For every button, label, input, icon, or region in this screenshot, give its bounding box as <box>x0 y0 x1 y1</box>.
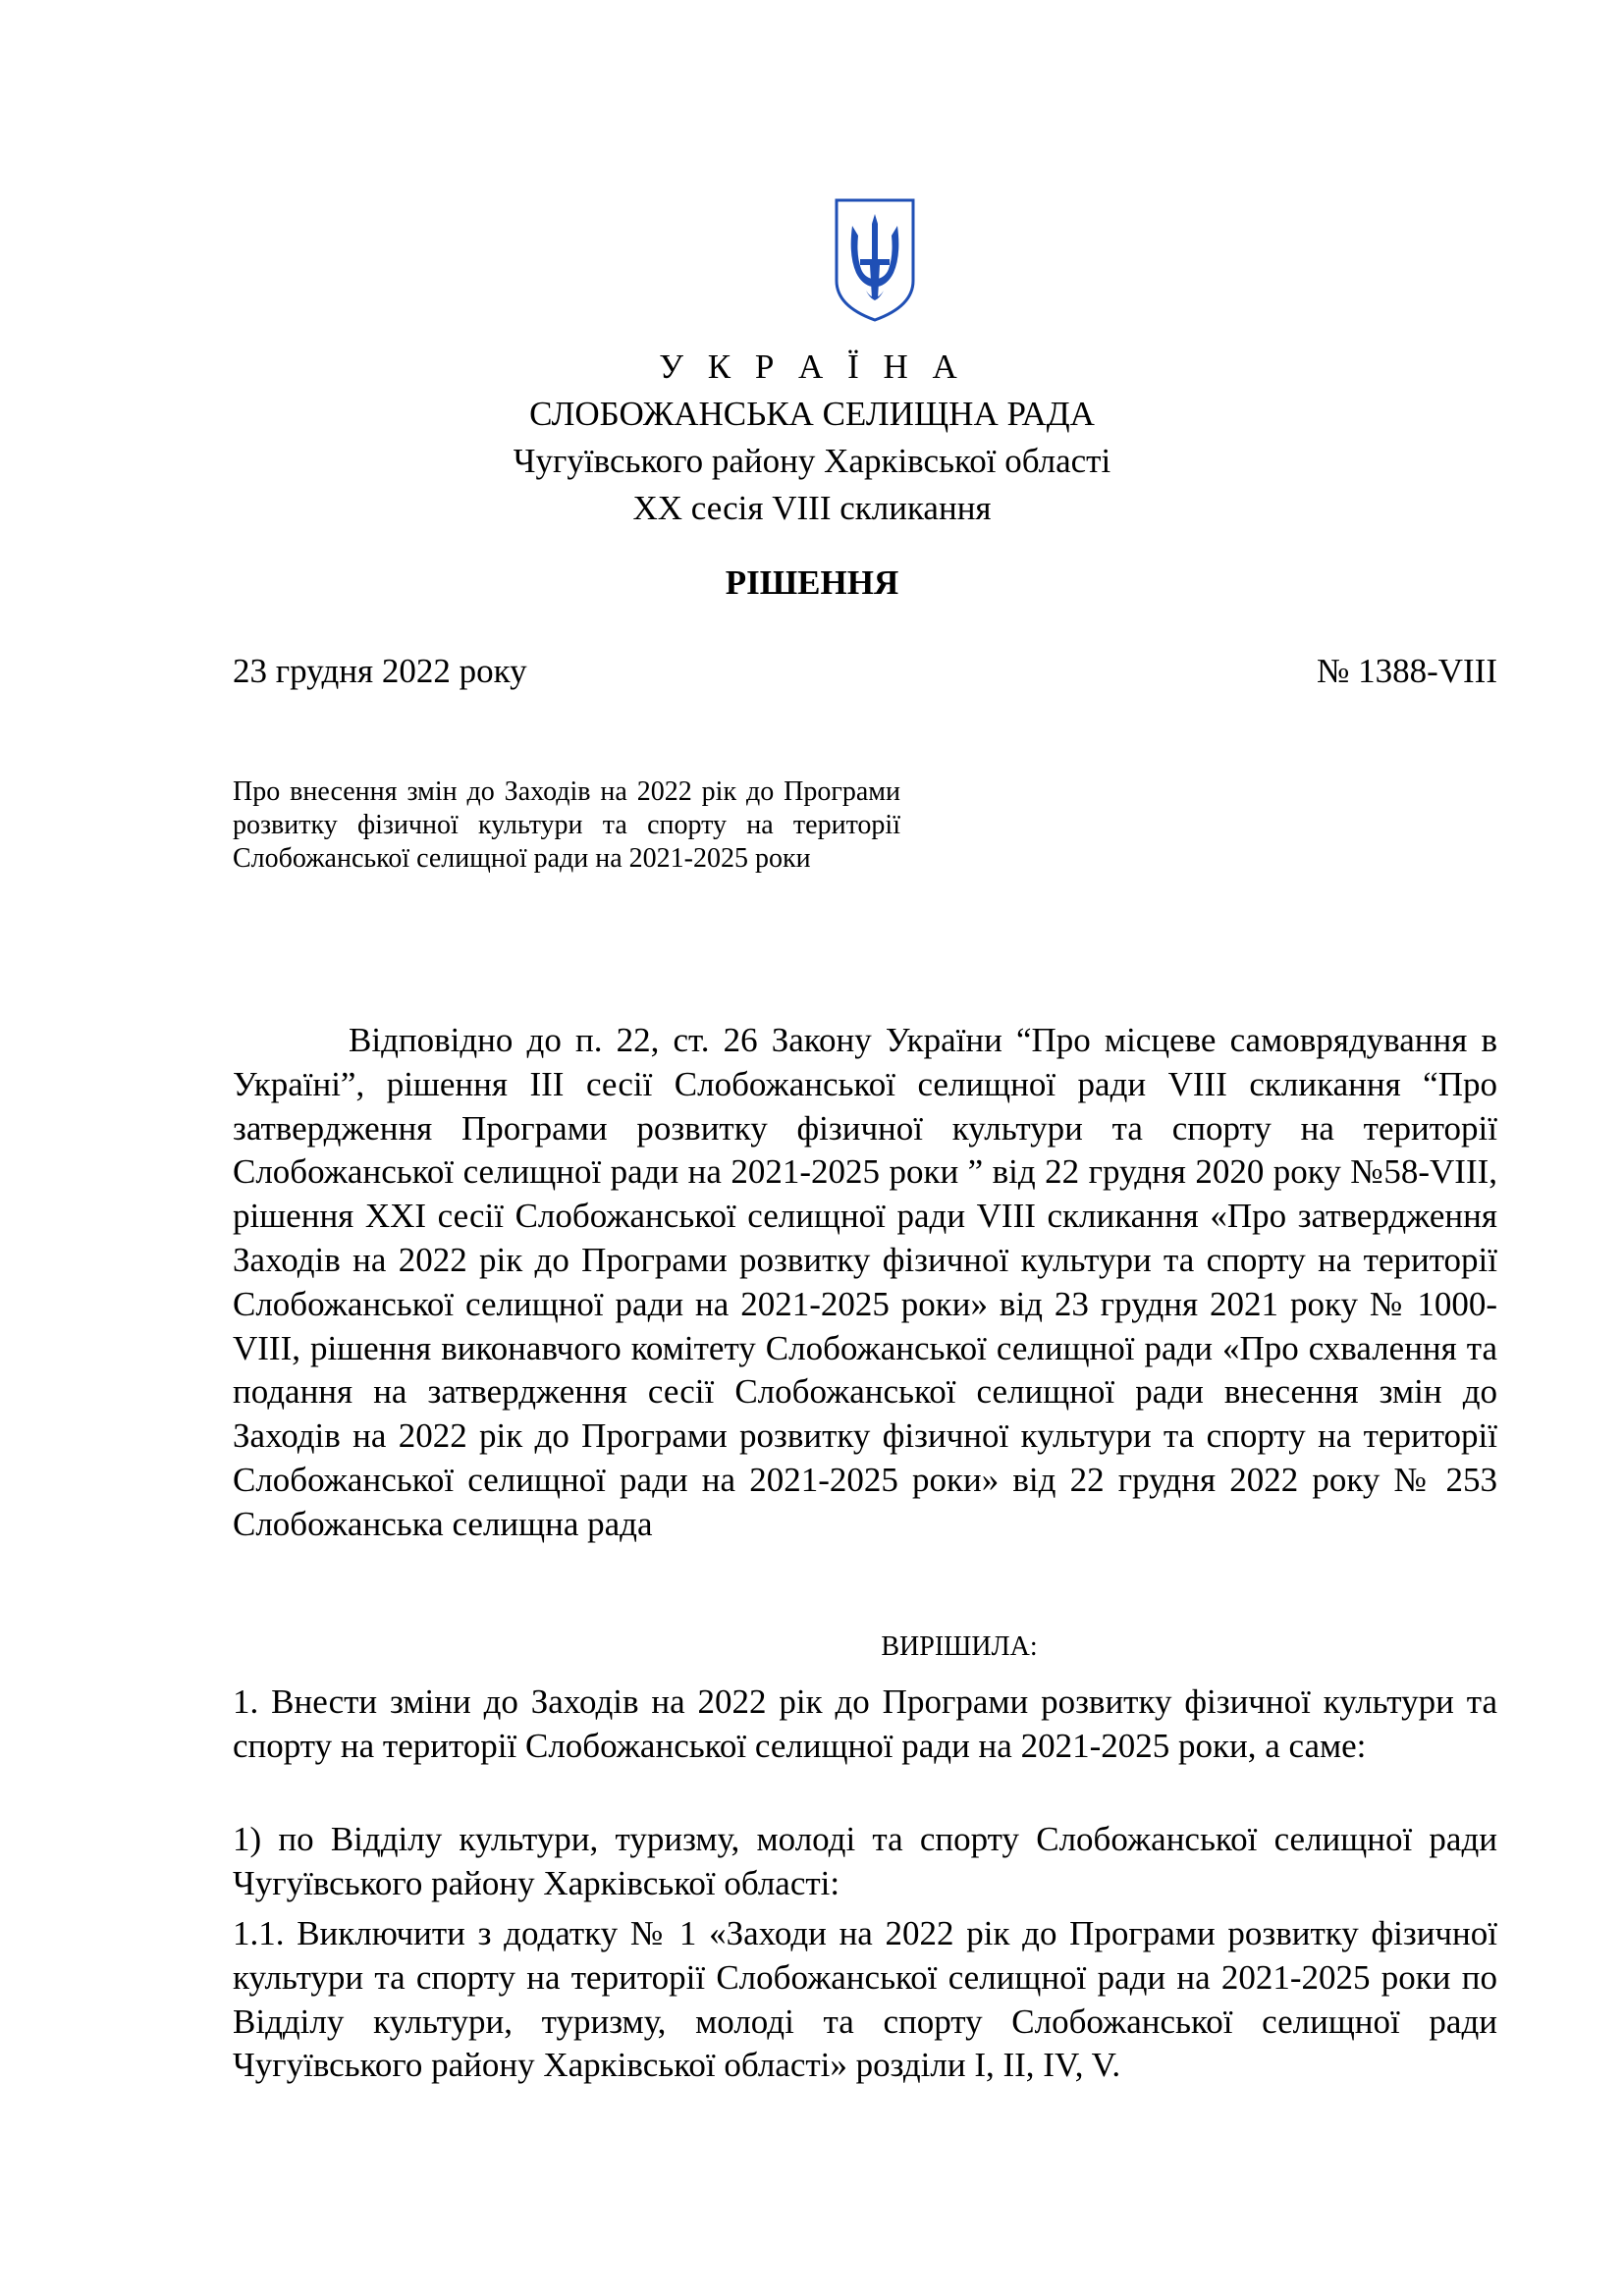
resolution-item-1: 1. Внести зміни до Заходів на 2022 рік до Програми розвитку фізичної культури та спорту на території Слобожанської селищної ради на 2021-2025 роки, а саме: <box>233 1682 1497 1765</box>
decision-number: № 1388-VIII <box>1316 652 1497 690</box>
resolution-item-1-1: 1) по Відділу культури, туризму, молоді та спорту Слобожанської селищної ради Чугуївського району Харківської області: <box>233 1820 1497 1902</box>
country-name: У К Р А Ї Н А <box>659 347 965 386</box>
decided-label: ВИРІШИЛА: <box>881 1631 1038 1662</box>
document-header <box>0 344 1624 532</box>
decision-date: 23 грудня 2022 року <box>233 652 527 690</box>
decision-subject: Про внесення змін до Заходів на 2022 рік до Програми розвитку фізичної культури та спорту на території Слобожанської селищної ради на 2021-2025 роки <box>233 776 900 874</box>
session-info: XX сесія VIII скликання <box>632 489 992 527</box>
council-name: СЛОБОЖАНСЬКА СЕЛИЩНА РАДА <box>529 395 1095 433</box>
preamble-paragraph: Відповідно до п. 22, ст. 26 Закону України “Про місцеве самоврядування в Україні”, рішення ІІІ сесії Слобожанської селищної ради VIII скликання “Про затвердження Програми розвитку фізичної культури та спорту на території Слобожанської селищної ради на 2021-2025 роки ” від 22 грудня 2020 року №58-VIII, рішення XXI сесії Слобожанської селищної ради VIII скликання «Про затвердження Заходів на 2022 рік до Програми розвитку фізичної культури та спорту на території Слобожанської селищної ради на 2021-2025 роки» від 23 грудня 2021 року № 1000-VIII, рішення виконавчого комітету Слобожанської селищної ради «Про схвалення та подання на затвердження сесії Слобожанської селищної ради внесення змін до Заходів на 2022 рік до Програми розвитку фізичної культури та спорту на території Слобожанської селищної ради на 2021-2025 роки» від 22 грудня 2022 року № 253 Слобожанська селищна рада <box>233 1021 1497 1543</box>
resolution-item-1-1-1: 1.1. Виключити з додатку № 1 «Заходи на 2022 рік до Програми розвитку фізичної культури та спорту на території Слобожанської селищної ради на 2021-2025 роки по Відділу культури, туризму, молоді та спорту Слобожанської селищної ради Чугуївського району Харківської області» розділи I, II, IV, V. <box>233 1914 1497 2085</box>
district-name: Чугуївського району Харківської області <box>513 442 1111 480</box>
date-number-row <box>233 648 1497 695</box>
decided-heading <box>0 1629 1624 1665</box>
document-title: РІШЕННЯ <box>725 563 899 602</box>
coat-of-arms-icon <box>831 196 919 324</box>
